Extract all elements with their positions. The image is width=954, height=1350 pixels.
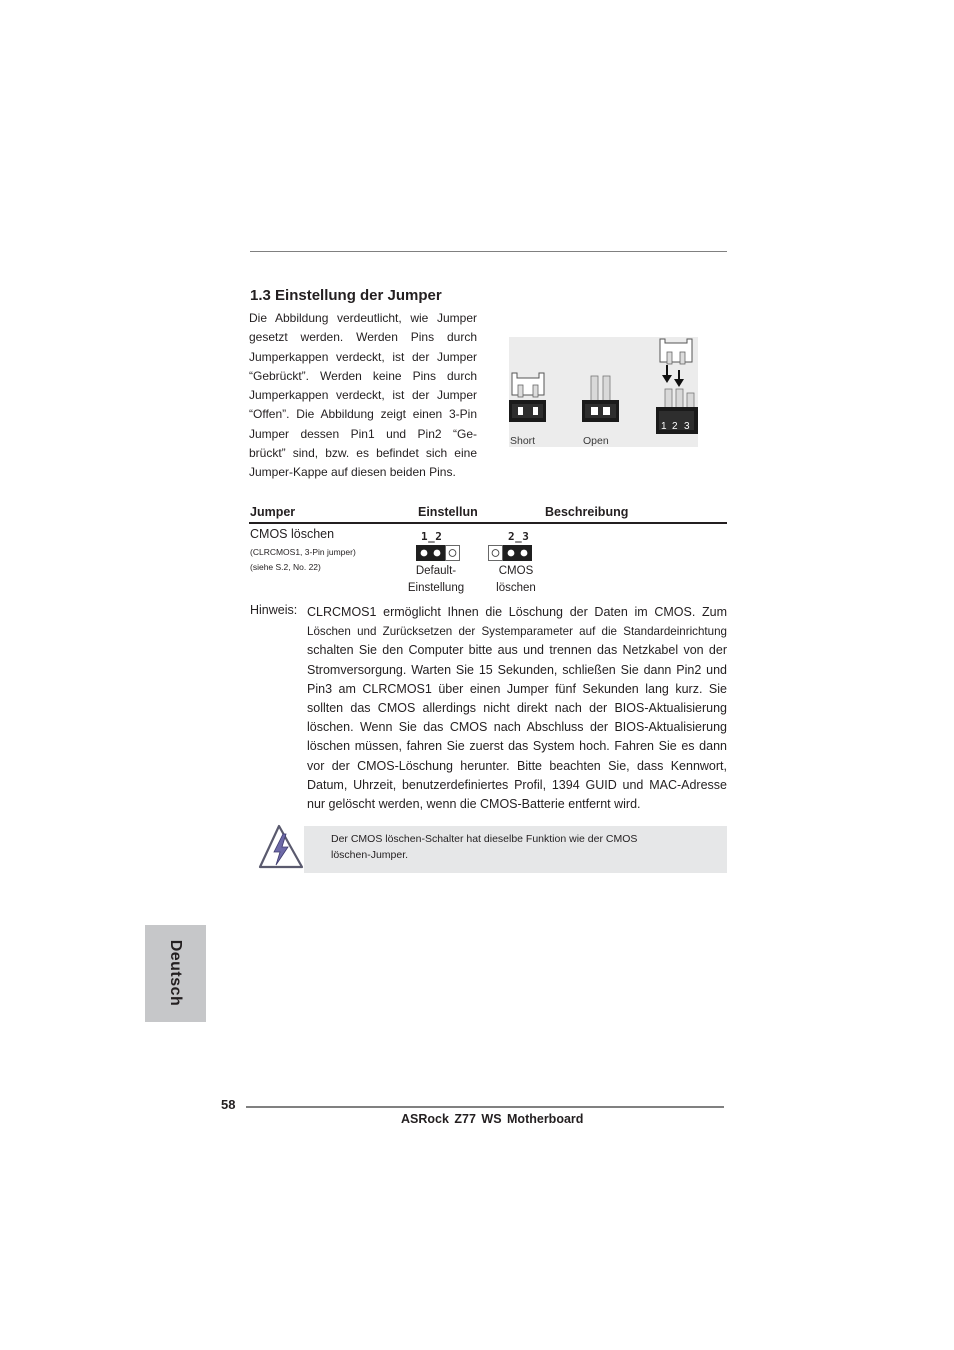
setting-clear-pins: 2_3 xyxy=(508,530,530,543)
hint-line: Datum, Uhrzeit, benutzerdefiniertes Profil, 1394 GUID und MAC-Adresse xyxy=(307,777,727,792)
jumper-name: CMOS löschen xyxy=(250,527,335,541)
hint-line: Löschen und Zurücksetzen der Systemparameter auf die Standardeinrichtung xyxy=(307,625,727,639)
intro-line: Jumperkappen verdeckt, ist der Jumper xyxy=(249,349,477,364)
jumper-detail: (CLRCMOS1, 3-Pin jumper) xyxy=(250,547,356,557)
setting-default-line1: Default- xyxy=(415,565,457,577)
intro-line: Jumper-Kappe auf diesen beiden Pins. xyxy=(249,465,456,480)
footer-title: ASRock Z77 WS Motherboard xyxy=(401,1112,584,1126)
page-number: 58 xyxy=(221,1097,236,1112)
intro-paragraph xyxy=(249,309,477,483)
hint-line: löschen müssen, fahren Sie zuerst das System hoch. Fahren Sie es dann xyxy=(307,739,727,754)
hint-line: schalten Sie den Computer bitte aus und trennen das Netzkabel von der xyxy=(307,643,727,658)
hint-label: Hinweis: xyxy=(250,603,298,617)
hint-line: CLRCMOS1 ermöglicht Ihnen die Löschung der Daten im CMOS. Zum xyxy=(307,605,727,619)
setting-clear-line2: löschen xyxy=(496,582,536,594)
warning-icon xyxy=(257,824,305,875)
top-divider xyxy=(250,251,727,252)
pin-number-3: 3 xyxy=(684,421,690,432)
short-label: Short xyxy=(510,435,536,447)
setting-clear xyxy=(486,563,546,597)
hint-line: nur gelöscht werden, wenn die CMOS-Batterie entfernt wird. xyxy=(307,797,641,812)
jumper-diagram xyxy=(509,337,698,447)
intro-line: gesetzt werden. Werden Pins durch xyxy=(249,330,477,345)
setting-default-line2: Einstellung xyxy=(407,582,465,594)
table-header-jumper: Jumper xyxy=(250,505,296,519)
table-header-setting: Einstellun xyxy=(418,505,478,519)
note-line: löschen-Jumper. xyxy=(331,849,409,861)
note-text xyxy=(331,831,637,863)
open-label: Open xyxy=(583,435,609,447)
table-header-rule xyxy=(249,522,727,524)
hint-line: sollten das CMOS allerdings nicht direkt nach der BIOS-Aktualisierung xyxy=(307,701,727,716)
hint-line: Pin3 am CLRCMOS1 über einen Jumper fünf Sekunden lang kurz. Sie xyxy=(307,681,727,696)
language-tab-label: Deutsch xyxy=(167,939,184,1007)
setting-clear-line1: CMOS xyxy=(498,565,534,577)
intro-line: Jumper dessen Pin1 und Pin2 “Ge- xyxy=(249,426,477,441)
jumper-illustration xyxy=(509,337,698,447)
pin-number-1: 1 xyxy=(661,421,667,432)
three-pin-jumper-icon xyxy=(656,339,698,434)
section-title: 1.3 Einstellung der Jumper xyxy=(250,287,442,304)
setting-default-pins: 1_2 xyxy=(421,530,443,543)
short-jumper-icon xyxy=(509,373,546,422)
note-line: Der CMOS löschen-Schalter hat dieselbe Funktion wie der CMOS xyxy=(331,833,638,845)
intro-line: brückt” sind, bzw. es befindet sich eine xyxy=(249,446,477,461)
pin-number-2: 2 xyxy=(672,421,678,432)
hint-line: vor der CMOS-Löschung herunter. Bitte beachten Sie, dass Kennwort, xyxy=(307,758,727,773)
footer-divider xyxy=(246,1106,724,1108)
setting-default xyxy=(403,563,469,597)
hint-line: Stromversorgung. Warten Sie 15 Sekunden, schließen Sie dann Pin2 und xyxy=(307,662,727,677)
intro-line: Die Abbildung verdeutlicht, wie Jumper xyxy=(249,311,477,325)
intro-line: “Gebrückt”. Werden keine Pins durch xyxy=(249,368,477,383)
open-jumper-icon xyxy=(582,376,619,422)
intro-line: Jumperkappen verdeckt, ist der Jumper xyxy=(249,388,477,403)
intro-line: “Offen”. Die Abbildung zeigt einen 3-Pin xyxy=(249,407,477,422)
hint-paragraph xyxy=(307,603,727,814)
table-header-description: Beschreibung xyxy=(545,505,629,519)
hint-line: löschen. Wenn Sie das CMOS nach Abschluss der BIOS-Aktualisierung xyxy=(307,720,727,735)
jumper-reference: (siehe S.2, No. 22) xyxy=(250,562,321,572)
